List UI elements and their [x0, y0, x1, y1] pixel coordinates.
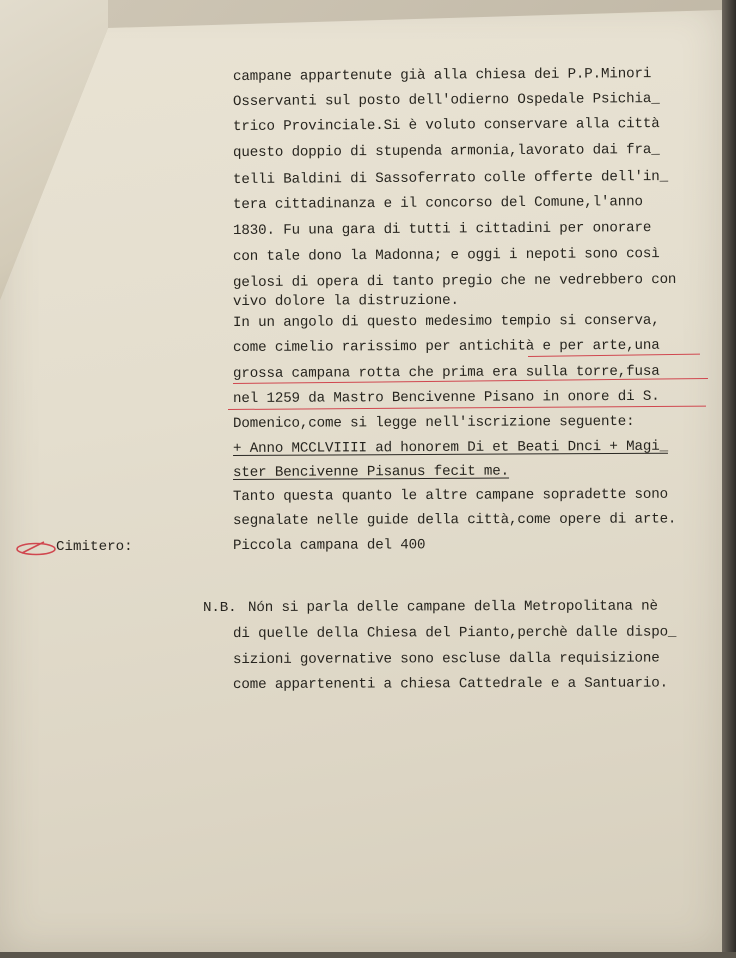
body-line-9: gelosi di opera di tanto pregio che ne vedrebbero con	[232, 271, 677, 291]
nb-line-1: Nón si parla delle campane della Metropolitana nè	[247, 598, 658, 616]
inscription-line-2: ster Bencivenne Pisanus fecit me.	[232, 463, 510, 481]
body-line-10: vivo dolore la distruzione.	[232, 292, 459, 310]
body-line-12: come cimelio rarissimo per antichità e per arte,una	[232, 337, 660, 356]
red-pencil-mark-icon	[14, 538, 58, 558]
body-line-1: campane appartenute già alla chiesa dei P.P.Minori	[232, 66, 652, 85]
body-line-5: telli Baldini di Sassoferrato colle offerte dell'in_	[232, 168, 668, 188]
page-bottom-edge	[0, 952, 736, 958]
nb-line-4: come appartenenti a chiesa Cattedrale e a Santuario.	[232, 675, 668, 693]
body-line-18: Tanto questa quanto le altre campane sopradette sono	[232, 486, 668, 505]
body-line-20: Piccola campana del 400	[232, 537, 426, 554]
body-line-8: con tale dono la Madonna; e oggi i nepoti sono così	[232, 246, 660, 265]
body-line-3: trico Provinciale.Si è voluto conservare alla città	[232, 116, 660, 135]
body-line-7: 1830. Fu una gara di tutti i cittadini per onorare	[232, 220, 652, 239]
nb-line-2: di quelle della Chiesa del Pianto,perchè dalle dispo_	[232, 624, 677, 642]
nb-line-3: sizioni governative sono escluse dalla requisizione	[232, 650, 660, 668]
nb-label: N.B.	[203, 600, 237, 616]
inscription-line-1: + Anno MCCLVIIII ad honorem Di et Beati Dnci + Magi_	[232, 438, 668, 457]
body-line-14: nel 1259 da Mastro Bencivenne Pisano in onore di S.	[232, 388, 660, 407]
margin-label-cimitero: Cimitero:	[56, 539, 133, 555]
body-line-13: grossa campana rotta che prima era sulla torre,fusa	[232, 363, 660, 382]
page-edge-shadow	[722, 0, 736, 958]
body-line-6: tera cittadinanza e il concorso del Comune,l'anno	[232, 194, 643, 213]
body-line-11: In un angolo di questo medesimo tempio si conserva,	[232, 312, 660, 331]
body-line-2: Osservanti sul posto dell'odierno Ospedale Psichia_	[232, 91, 660, 110]
body-line-15: Domenico,come si legge nell'iscrizione seguente:	[232, 413, 635, 432]
body-line-19: segnalate nelle guide della città,come opere di arte.	[232, 511, 677, 529]
body-line-4: questo doppio di stupenda armonia,lavorato dai fra_	[232, 142, 660, 161]
